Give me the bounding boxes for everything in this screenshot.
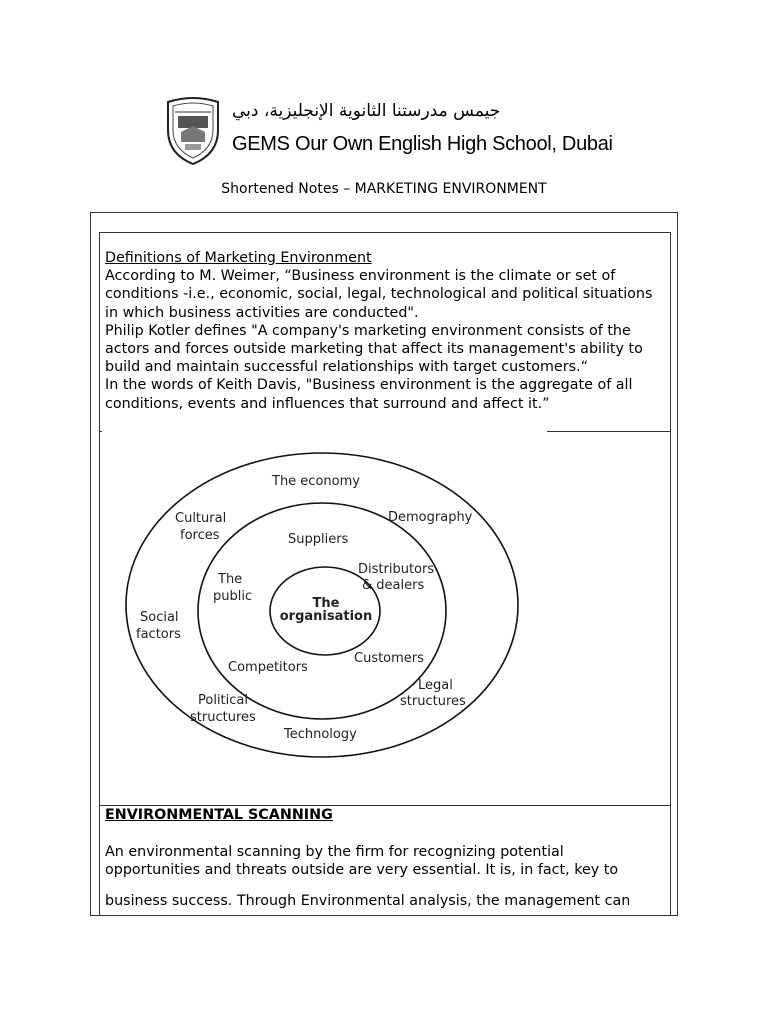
divider-right: [547, 431, 670, 432]
label-political: Political: [198, 693, 248, 708]
label-social: Social: [140, 610, 179, 625]
label-distributors: Distributors: [358, 562, 435, 577]
page-title: Shortened Notes – MARKETING ENVIRONMENT: [221, 181, 547, 197]
label-the: The: [218, 572, 243, 587]
label-cultural: Cultural: [175, 511, 227, 526]
center-label-1: The: [312, 596, 340, 611]
label-suppliers: Suppliers: [288, 532, 349, 547]
school-name: GEMS Our Own English High School, Dubai: [232, 133, 613, 155]
school-name-arabic: جيمس مدرستنا الثانوية الإنجليزية، دبي: [232, 101, 501, 121]
scanning-body: [105, 843, 670, 910]
label-technology: Technology: [284, 727, 357, 742]
label-legal: Legal: [418, 678, 453, 693]
scanning-line-1: An environmental scanning by the firm for recognizing potential: [105, 844, 564, 860]
label-demography: Demography: [388, 510, 473, 525]
marketing-environment-diagram: [120, 445, 530, 775]
label-forces: forces: [180, 528, 220, 543]
label-legal-structures: structures: [400, 694, 466, 709]
scanning-line-3: business success. Through Environmental analysis, the management can: [105, 893, 631, 909]
label-economy: The economy: [272, 474, 360, 489]
definition-weimer: According to M. Weimer, “Business environment is the climate or set of conditions -i.e., economic, social, legal, technological and political situations in which business activities are conducted".: [105, 268, 653, 321]
definitions-section: [105, 249, 665, 413]
scanning-heading: ENVIRONMENTAL SCANNING: [105, 807, 333, 823]
label-political-structures: structures: [190, 710, 256, 725]
school-crest-logo: [163, 96, 223, 166]
definition-kotler: Philip Kotler defines "A company's marketing environment consists of the actors and forces outside marketing that affect its management's ability to build and maintain successful relationships with target customers.“: [105, 322, 643, 376]
divider-left: [99, 431, 102, 432]
label-public: public: [213, 589, 253, 604]
section-divider: [99, 805, 670, 806]
label-competitors: Competitors: [228, 660, 308, 675]
center-label-2: organisation: [279, 609, 373, 624]
scanning-line-2: opportunities and threats outside are very essential. It is, in fact, key to: [105, 862, 619, 878]
label-customers: Customers: [354, 651, 424, 666]
label-factors: factors: [136, 627, 181, 642]
label-dealers: & dealers: [362, 578, 425, 593]
definitions-heading: Definitions of Marketing Environment: [105, 250, 372, 266]
definition-davis: In the words of Keith Davis, "Business environment is the aggregate of all conditions, events and influences that surround and affect it.”: [105, 377, 633, 412]
